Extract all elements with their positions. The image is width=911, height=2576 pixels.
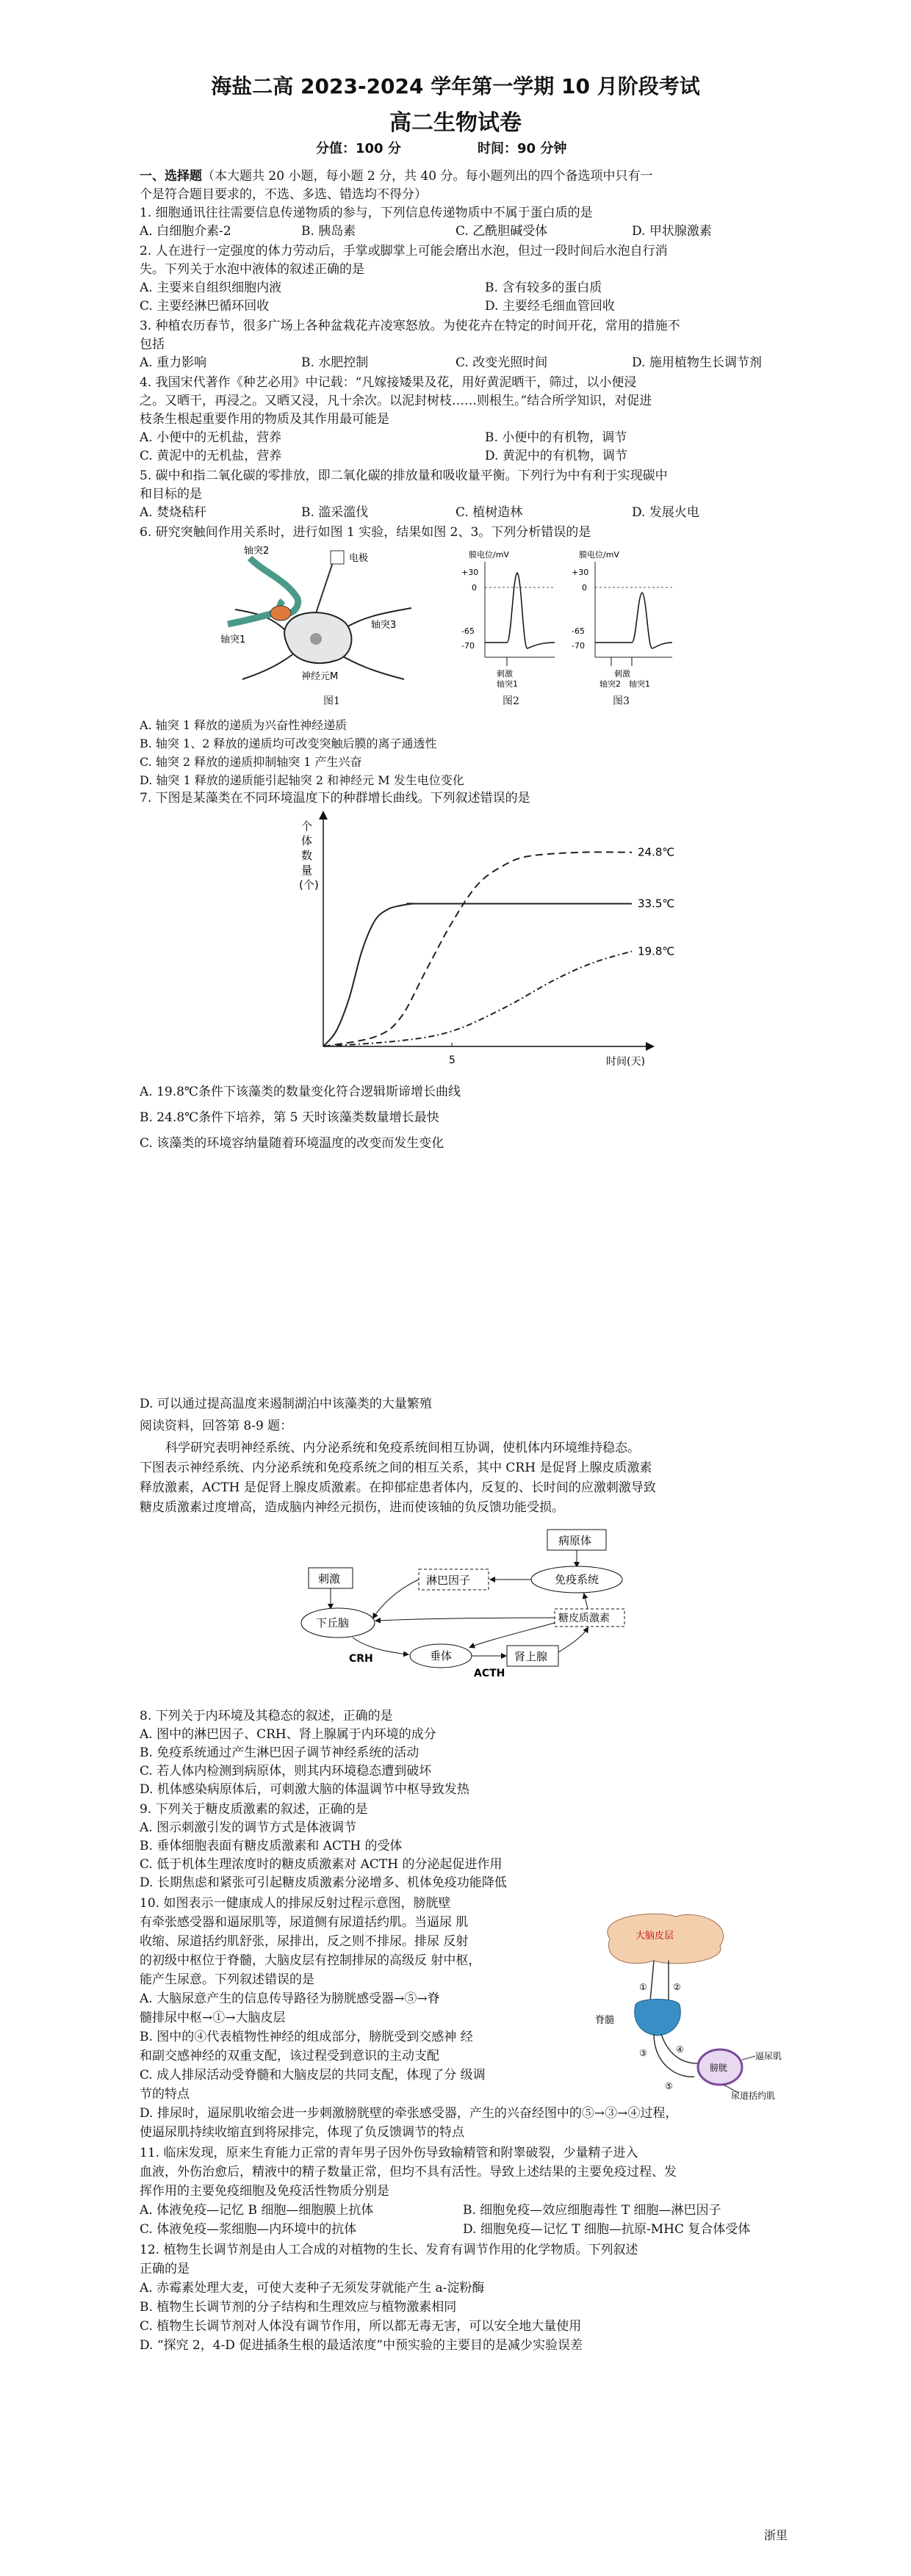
axon-2-label: 轴突2 [244, 546, 270, 557]
fig3-tick-70: -70 [572, 641, 585, 651]
q9-stem: 9. 下列关于糖皮质激素的叙述，正确的是 [140, 1802, 368, 1817]
q4-option-d: D. 黄泥中的有机物，调节 [485, 449, 627, 463]
chart-ylabel-4: 量 [301, 864, 313, 877]
exam-score: 分值：100 分 [316, 141, 401, 156]
num-3: ③ [639, 2048, 647, 2058]
acth-label: ACTH [474, 1668, 505, 1679]
q6-option-d: D. 轴突 1 释放的递质能引起轴突 2 和神经元 M 发生电位变化 [140, 773, 464, 787]
q6-fig1-caption: 图1 [323, 695, 340, 707]
electrode-box [331, 551, 344, 564]
q9-option-b: B. 垂体细胞表面有糖皮质激素和 ACTH 的受体 [140, 1839, 403, 1853]
q11-stem-2: 血液，外伤治愈后，精液中的精子数量正常，但均不具有活性。导致上述结果的主要免疫过程、发 [140, 2165, 677, 2179]
q3-option-b: B. 水肥控制 [301, 355, 369, 370]
series-line-0 [323, 852, 632, 1046]
exam-subtitle: 高二生物试卷 [389, 110, 522, 136]
q11-option-d: D. 细胞免疫—记忆 T 细胞—抗原-MHC 复合体受体 [463, 2222, 751, 2237]
fig2-tick-65: -65 [461, 626, 475, 636]
q6-option-a: A. 轴突 1 释放的递质为兴奋性神经递质 [140, 718, 348, 732]
section-intro-line1 [140, 167, 786, 186]
q2-stem-1: 2. 人在进行一定强度的体力劳动后，手掌或脚掌上可能会磨出水泡，但过一段时间后水泡自行消 [140, 244, 668, 258]
q10-line-4: 的初级中枢位于脊髓，大脑皮层有控制排尿的高级反 射中枢， [140, 1953, 481, 1968]
q7-option-a: A. 19.8℃条件下该藻类的数量变化符合逻辑斯谛增长曲线 [140, 1085, 461, 1099]
fig2-potential-curve [485, 573, 555, 648]
q9-option-c: C. 低于机体生理浓度时的糖皮质激素对 ACTH 的分泌起促进作用 [140, 1857, 503, 1872]
q12-option-d: D. “探究 2，4-D 促进插条生根的最适浓度”中预实验的主要目的是减少实验误差 [140, 2338, 583, 2353]
q12-option-b: B. 植物生长调节剂的分子结构和生理效应与植物激素相同 [140, 2300, 457, 2315]
crh-label: CRH [349, 1653, 373, 1665]
bladder-label: 膀胱 [710, 2063, 728, 2073]
arrow-adrenal-gluco [558, 1628, 588, 1652]
axon-2-shape [250, 558, 298, 613]
q11-option-b: B. 细胞免疫—效应细胞毒性 T 细胞—淋巴因子 [463, 2203, 721, 2218]
series-line-2 [323, 951, 632, 1046]
fig2-ylabel: 膜电位/mV [469, 550, 509, 560]
q10-line-2: 有牵张感受器和逼尿肌等，尿道侧有尿道括约肌。当逼尿 肌 [140, 1915, 469, 1930]
arrow-gluco-hypothalamus [376, 1618, 555, 1621]
fig3-potential-curve [595, 593, 672, 648]
q3-option-a: A. 重力影响 [140, 355, 207, 370]
q11-option-c: C. 体液免疫—浆细胞—内环境中的抗体 [140, 2222, 357, 2237]
q5-option-d: D. 发展火电 [632, 505, 699, 520]
q6-stem: 6. 研究突触间作用关系时，进行如图 1 实验，结果如图 2、3。下列分析错误的是 [140, 525, 591, 540]
num-2: ② [673, 1982, 681, 1992]
q10-line-5: 能产生尿意。下列叙述错误的是 [140, 1972, 314, 1987]
section-intro-line2: 个是符合题目要求的，不选、多选、错选均不得分） [140, 187, 427, 202]
chart-ylabel-5: (个) [299, 878, 319, 891]
q10-option-c-1: C. 成人排尿活动受脊髓和大脑皮层的共同支配，体现了分 级调 [140, 2068, 486, 2083]
q2-option-a: A. 主要来自组织细胞内液 [140, 281, 282, 295]
q2-option-d: D. 主要经毛细血管回收 [485, 299, 615, 314]
tract-1 [650, 1961, 654, 2001]
q11-stem-1: 11. 临床发现，原来生育能力正常的青年男子因外伤导致输精管和附睾破裂，少量精子进入 [140, 2146, 638, 2160]
axon-1-label: 轴突1 [220, 634, 246, 645]
q9-option-a: A. 图示刺激引发的调节方式是体液调节 [140, 1820, 357, 1835]
q12-stem-2: 正确的是 [140, 2262, 190, 2276]
q4-stem-1: 4. 我国宋代著作《种艺必用》中记载：“凡嫁接矮果及花，用好黄泥晒干，筛过，以小便浸 [140, 375, 637, 390]
chart-xlabel: 时间(天) [606, 1056, 645, 1068]
num-1: ① [639, 1982, 647, 1992]
q3-option-d: D. 施用植物生长调节剂 [632, 355, 762, 370]
q1-option-a: A. 白细胞介素-2 [140, 224, 231, 239]
pathogen-label: 病原体 [558, 1534, 592, 1547]
q6-option-c: C. 轴突 2 释放的递质抑制轴突 1 产生兴奋 [140, 755, 362, 769]
q1-option-d: D. 甲状腺激素 [632, 224, 712, 239]
arrow-hypothalamus-pituitary [353, 1638, 408, 1654]
q5-stem-1: 5. 碳中和指二氧化碳的零排放，即二氧化碳的排放量和吸收量平衡。下列行为中有利于实现碳中 [140, 468, 668, 483]
cortex-label: 大脑皮层 [635, 1931, 674, 1942]
q9-option-d: D. 长期焦虑和紧张可引起糖皮质激素分泌增多、机体免疫功能降低 [140, 1875, 507, 1890]
footer-mark: 浙里 [764, 2528, 788, 2542]
q4-option-c: C. 黄泥中的无机盐，营养 [140, 449, 282, 463]
fig3-stim-axon1: 轴突1 [629, 679, 650, 689]
q4-option-b: B. 小便中的有机物，调节 [485, 430, 627, 445]
fig3-tick-30: +30 [572, 568, 589, 577]
series-label-0: 24.8℃ [638, 845, 675, 859]
sphincter-label: 尿道括约肌 [731, 2091, 776, 2100]
immune-system-label: 免疫系统 [555, 1573, 599, 1586]
q1-option-b: B. 胰岛素 [301, 224, 356, 239]
q5-stem-2: 和目标的是 [140, 487, 202, 502]
fig3-stim: 刺激 [614, 669, 630, 679]
glucocorticoid-label: 糖皮质激素 [558, 1613, 610, 1624]
arrow-gluco-immune [584, 1594, 588, 1609]
q4-stem-3: 枝条生根起重要作用的物质及其作用最可能是 [140, 412, 389, 427]
q10-line-1: 10. 如图表示一健康成人的排尿反射过程示意图，膀胱壁 [140, 1896, 451, 1911]
q10-option-b-1: B. 图中的④代表植物性神经的组成部分，膀胱受到交感神 经 [140, 2030, 473, 2044]
q6-figure-3 [566, 547, 676, 694]
neuron-m-label: 神经元M [301, 671, 339, 682]
reading-p1: 科学研究表明神经系统、内分泌系统和免疫系统间相互协调，使机体内环境维持稳态。 [165, 1441, 640, 1455]
q5-option-b: B. 滥采滥伐 [301, 505, 369, 520]
q8-option-d: D. 机体感染病原体后，可刺激大脑的体温调节中枢导致发热 [140, 1782, 469, 1797]
q2-option-b: B. 含有较多的蛋白质 [485, 281, 602, 295]
q10-option-c-2: 节的特点 [140, 2087, 190, 2102]
q11-stem-3: 挥作用的主要免疫细胞及免疫活性物质分别是 [140, 2184, 389, 2199]
q7-option-d: D. 可以通过提高温度来遏制湖泊中该藻类的大量繁殖 [140, 1397, 432, 1411]
q8-stem: 8. 下列关于内环境及其稳态的叙述，正确的是 [140, 1709, 393, 1723]
q2-stem-2: 失。下列关于水泡中液体的叙述正确的是 [140, 262, 364, 277]
chart-x-tick-5: 5 [449, 1054, 455, 1066]
series-line-1 [323, 903, 632, 1046]
fig3-tick-65: -65 [572, 626, 585, 636]
q1-stem: 1. 细胞通讯往往需要信息传递物质的参与，下列信息传递物质中不属于蛋白质的是 [140, 206, 593, 220]
chart-ylabel-3: 数 [301, 849, 313, 862]
q10-figure [566, 1909, 793, 2100]
axon-3-label: 轴突3 [371, 620, 397, 631]
section-heading: 一、选择题 [140, 169, 202, 184]
electrode-label: 电极 [349, 553, 369, 564]
fig2-tick-0: 0 [472, 583, 477, 593]
synapse-terminal [270, 606, 291, 621]
q5-option-a: A. 焚烧秸秆 [140, 505, 207, 520]
q3-stem-1: 3. 种植农历春节，很多广场上各种盆栽花卉凌寒怒放。为使花卉在特定的时间开花，常用的措施不 [140, 319, 680, 333]
q5-option-c: C. 植树造林 [455, 505, 523, 520]
q4-stem-2: 之。又晒干，再浸之。又晒又浸，凡十余次。以泥封树枝……则根生。”结合所学知识，对促进 [140, 394, 652, 408]
q6-figure-2 [455, 547, 558, 694]
stimulus-label: 刺激 [318, 1572, 341, 1585]
arrow-gluco-pituitary [470, 1623, 555, 1647]
electrode-line [316, 558, 334, 613]
exam-title: 海盐二高 2023-2024 学年第一学期 10 月阶段考试 [211, 74, 700, 98]
q12-stem-1: 12. 植物生长调节剂是由人工合成的对植物的生长、发育有调节作用的化学物质。下列叙述 [140, 2243, 638, 2257]
lymph-factor-label: 淋巴因子 [426, 1574, 471, 1587]
q10-option-d-1: D. 排尿时，逼尿肌收缩会进一步刺激膀胱壁的牵张感受器，产生的兴奋经图中的⑤→③→④过程， [140, 2106, 678, 2121]
q1-option-c: C. 乙酰胆碱受体 [455, 224, 548, 239]
q8-option-c: C. 若人体内检测到病原体，则其内环境稳态遭到破坏 [140, 1764, 432, 1779]
q10-option-a-1: A. 大脑尿意产生的信息传导路径为膀胱感受器→⑤→脊 [140, 1991, 440, 2006]
chart-ylabel-2: 体 [301, 834, 313, 847]
axon-1-shape [228, 613, 273, 624]
immune-endocrine-diagram [294, 1524, 676, 1704]
fig3-tick-0: 0 [582, 583, 587, 593]
q6-figure-1 [220, 543, 441, 690]
q3-option-c: C. 改变光照时间 [455, 355, 548, 370]
q6-fig2-caption: 图2 [503, 695, 519, 707]
q4-option-a: A. 小便中的无机盐，营养 [140, 430, 282, 445]
q10-line-3: 收缩、尿道括约肌舒张，尿排出，反之则不排尿。排尿 反射 [140, 1934, 469, 1949]
q7-stem: 7. 下图是某藻类在不同环境温度下的种群增长曲线。下列叙述错误的是 [140, 791, 530, 806]
fig2-tick-70: -70 [461, 641, 475, 651]
fig2-tick-30: +30 [461, 568, 479, 577]
reading-p4: 糖皮质激素过度增高，造成脑内神经元损伤，进而使该轴的负反馈功能受损。 [140, 1500, 564, 1515]
detrusor-pointer [742, 2056, 755, 2060]
q10-option-d-2: 使逼尿肌持续收缩直到将尿排完，体现了负反馈调节的特点 [140, 2125, 464, 2140]
fig3-ylabel: 膜电位/mV [579, 550, 619, 560]
fig2-stim-axon: 轴突1 [497, 679, 518, 689]
q3-stem-2: 包括 [140, 337, 165, 352]
q6-fig3-caption: 图3 [613, 695, 630, 707]
spine-label: 脊髓 [595, 2015, 615, 2026]
series-label-2: 19.8℃ [638, 944, 675, 958]
q8-option-b: B. 免疫系统通过产生淋巴因子调节神经系统的活动 [140, 1745, 420, 1760]
reading-p3: 释放激素，ACTH 是促肾上腺皮质激素。在抑郁症患者体内，反复的、长时间的应激刺激导致 [140, 1480, 656, 1495]
fig3-stim-axon2: 轴突2 [599, 679, 621, 689]
exam-time: 时间：90 分钟 [478, 141, 567, 156]
q7-option-b: B. 24.8℃条件下培养，第 5 天时该藻类数量增长最快 [140, 1110, 439, 1125]
reading-intro: 阅读资料，回答第 8-9 题： [140, 1419, 293, 1433]
q10-option-b-2: 和副交感神经的双重支配，该过程受到意识的主动支配 [140, 2049, 439, 2063]
q7-chart [279, 808, 676, 1072]
detrusor-label: 逼尿肌 [755, 2051, 782, 2061]
hypothalamus-label: 下丘脑 [316, 1616, 350, 1629]
num-5: ⑤ [665, 2081, 673, 2091]
q12-option-a: A. 赤霉素处理大麦，可使大麦种子无须发芽就能产生 a-淀粉酶 [140, 2281, 485, 2295]
q10-option-a-2: 髓排尿中枢→①→大脑皮层 [140, 2011, 286, 2025]
neuron-nucleus [310, 633, 322, 645]
fig2-stim: 刺激 [497, 669, 513, 679]
chart-ylabel-1: 个 [301, 820, 313, 833]
q8-option-a: A. 图中的淋巴因子、CRH、肾上腺属于内环境的成分 [140, 1727, 436, 1742]
q11-option-a: A. 体液免疫—记忆 B 细胞—细胞膜上抗体 [140, 2203, 374, 2218]
q7-option-c: C. 该藻类的环境容纳量随着环境温度的改变而发生变化 [140, 1136, 444, 1151]
spine-shape [635, 2000, 681, 2036]
section-intro-text: （本大题共 20 小题，每小题 2 分，共 40 分。每小题列出的四个备选项中只有一 [202, 169, 653, 184]
adrenal-label: 肾上腺 [514, 1650, 548, 1663]
num-4: ④ [676, 2044, 684, 2055]
q12-option-c: C. 植物生长调节剂对人体没有调节作用，所以都无毒无害，可以安全地大量使用 [140, 2319, 582, 2334]
arrow-lymph-hypothalamus [373, 1580, 419, 1618]
q2-option-c: C. 主要经淋巴循环回收 [140, 299, 270, 314]
series-label-1: 33.5℃ [638, 897, 675, 911]
q6-option-b: B. 轴突 1、2 释放的递质均可改变突触后膜的离子通透性 [140, 737, 437, 750]
pituitary-label: 垂体 [430, 1649, 453, 1663]
chart-series-group [323, 846, 674, 1046]
reading-p2: 下图表示神经系统、内分泌系统和免疫系统之间的相互关系，其中 CRH 是促肾上腺皮质激素 [140, 1461, 652, 1475]
